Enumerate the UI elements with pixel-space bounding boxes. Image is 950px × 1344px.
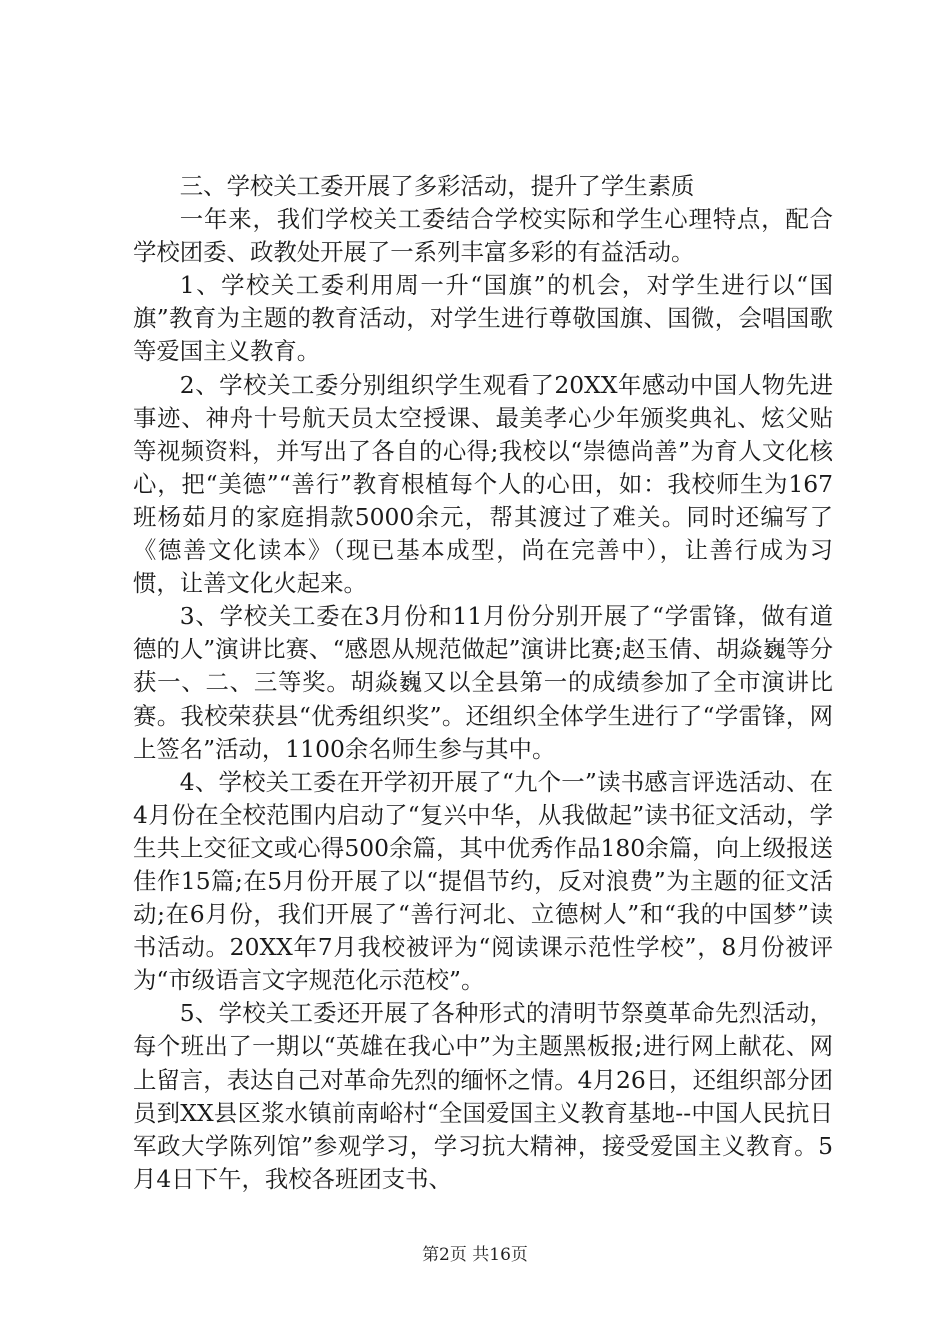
- paragraph-item-3: 3、学校关工委在3月份和11月份分别开展了“学雷锋，做有道德的人”演讲比赛、“感恩从规范做起”演讲比赛;赵玉倩、胡焱巍等分获一、二、三等奖。胡焱巍又以全县第一的成绩参加了全市演讲比赛。我校荣获县“优秀组织奖”。还组织全体学生进行了“学雷锋，网上签名”活动，1100余名师生参与其中。: [133, 602, 833, 763]
- paragraph-item-4: 4、学校关工委在开学初开展了“九个一”读书感言评选活动、在4月份在全校范围内启动了“复兴中华，从我做起”读书征文活动，学生共上交征文或心得500余篇，其中优秀作品180余篇，向上级报送佳作15篇;在5月份开展了以“提倡节约，反对浪费”为主题的征文活动;在6月份，我们开展了“善行河北、立德树人”和“我的中国梦”读书活动。20XX年7月我校被评为“阅读课示范性学校”，8月份被评为“市级语言文字规范化示范校”。: [133, 767, 833, 995]
- paragraph-item-5: 5、学校关工委还开展了各种形式的清明节祭奠革命先烈活动，每个班出了一期以“英雄在我心中”为主题黑板报;进行网上献花、网上留言，表达自己对革命先烈的缅怀之情。4月26日，还组织部分团员到XX县区浆水镇前南峪村“全国爱国主义教育基地--中国人民抗日军政大学陈列馆”参观学习，学习抗大精神，接受爱国主义教育。5月4日下午，我校各班团支书、: [133, 999, 833, 1193]
- page-footer: [0, 1240, 950, 1265]
- document-body: [133, 170, 833, 1196]
- paragraph-item-1: 1、学校关工委利用周一升“国旗”的机会，对学生进行以“国旗”教育为主题的教育活动，对学生进行尊敬国旗、国微，会唱国歌等爱国主义教育。: [133, 271, 833, 366]
- page-number: 第2页 共16页: [422, 1245, 528, 1265]
- section-heading: 三、学校关工委开展了多彩活动，提升了学生素质: [179, 172, 695, 200]
- paragraph-intro: 一年来，我们学校关工委结合学校实际和学生心理特点，配合学校团委、政教处开展了一系列丰富多彩的有益活动。: [133, 205, 833, 267]
- paragraph-item-2: 2、学校关工委分别组织学生观看了20XX年感动中国人物先进事迹、神舟十号航天员太空授课、最美孝心少年颁奖典礼、炫父贴等视频资料，并写出了各自的心得;我校以“崇德尚善”为育人文化核心，把“美德”“善行”教育根植每个人的心田，如：我校师生为167班杨茹月的家庭捐款5000余元，帮其渡过了难关。同时还编写了《德善文化读本》（现已基本成型，尚在完善中），让善行成为习惯，让善文化火起来。: [133, 370, 833, 598]
